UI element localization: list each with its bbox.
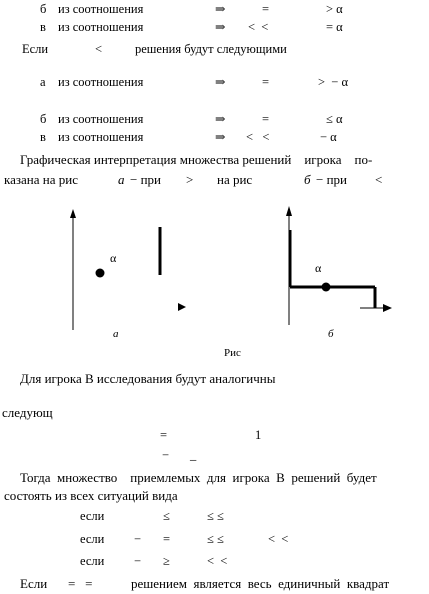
case-word: если	[80, 509, 105, 523]
row-letter: б	[40, 2, 47, 16]
less-symbols: < <	[246, 130, 270, 144]
esli-word: Если	[22, 42, 49, 56]
line2-part: − при	[130, 172, 161, 187]
less-symbols: < <	[248, 20, 269, 34]
implies-symbol: ⇒	[215, 2, 226, 16]
last-equalities: = =	[68, 576, 93, 591]
line2-part: казана на рис	[4, 172, 78, 187]
line2-part: − при	[316, 172, 347, 187]
eq1-left: =	[160, 428, 168, 442]
case-dash: −	[134, 554, 142, 568]
case-rel2: < <	[207, 554, 228, 568]
case-rel1: ≥	[163, 554, 170, 568]
then-paragraph-line2: состоять из всех ситуаций вида	[4, 488, 178, 503]
last-esli-word: Если	[20, 576, 48, 591]
case-rel1: =	[163, 532, 171, 546]
implies-symbol: ⇒	[215, 20, 226, 34]
less-symbol: <	[95, 42, 103, 56]
case-word: если	[80, 554, 105, 568]
figure-a-x-arrow	[178, 303, 186, 311]
case-rel1: ≤	[163, 509, 170, 523]
figure-b-y-arrow	[286, 206, 292, 216]
eq1-right: 1	[255, 428, 262, 442]
implies-symbol: ⇒	[215, 112, 226, 126]
then-paragraph-line1: Тогда множество приемлемых для игрока В решений будет	[20, 470, 377, 485]
row-letter: а	[40, 75, 46, 89]
eq2-left: −	[162, 448, 170, 462]
case-word: если	[80, 532, 105, 546]
case-rel3: < <	[268, 532, 289, 546]
line2-part: на рис	[217, 172, 253, 187]
implies-symbol: ⇒	[215, 130, 226, 144]
figure-b-caption: б	[328, 328, 334, 340]
equals-symbol: =	[262, 112, 270, 126]
relation-alpha: = α	[326, 20, 343, 34]
figure-caption: Рис	[224, 347, 241, 359]
row-text: из соотношения	[58, 112, 144, 126]
figure-a-y-arrow	[70, 209, 76, 218]
figure-a-caption: а	[113, 328, 119, 340]
last-rest: решением является весь единичный квадрат	[131, 576, 390, 591]
row-text: из соотношения	[58, 75, 144, 89]
equals-symbol: =	[262, 75, 270, 89]
line2-italic-b: б	[304, 172, 311, 187]
implies-symbol: ⇒	[215, 75, 226, 89]
line2-less: <	[375, 172, 383, 187]
esli-rest: решения будут следующими	[135, 42, 287, 56]
figure-b-point	[322, 283, 331, 292]
relation-alpha: ≤ α	[326, 112, 343, 126]
row-letter: в	[40, 20, 46, 34]
row-text: из соотношения	[58, 130, 144, 144]
equals-symbol: =	[262, 2, 270, 16]
case-dash: −	[134, 532, 142, 546]
graph-paragraph-line1: Графическая интерпретация множества решений игрока по-	[20, 152, 373, 167]
figure-b-x-arrow	[383, 304, 392, 312]
eq2-right: _	[190, 448, 197, 462]
case-rel2: ≤ ≤	[207, 532, 224, 546]
case-rel2: ≤ ≤	[207, 509, 224, 523]
relation-alpha: − α	[320, 130, 337, 144]
row-letter: б	[40, 112, 47, 126]
figure-a-point	[96, 269, 105, 278]
row-letter: в	[40, 130, 46, 144]
sleduyush-word: следующ	[2, 405, 53, 420]
row-text: из соотношения	[58, 2, 144, 16]
figure-b-alpha: α	[315, 261, 322, 275]
player-b-paragraph: Для игрока В исследования будут аналогичны	[20, 371, 276, 386]
relation-alpha: > − α	[318, 75, 349, 89]
figure-b	[286, 206, 392, 325]
relation-alpha: > α	[326, 2, 343, 16]
line2-greater: >	[186, 172, 194, 187]
row-text: из соотношения	[58, 20, 144, 34]
figure-a	[70, 209, 186, 330]
line2-italic-a: а	[118, 172, 125, 187]
figure-a-alpha: α	[110, 251, 117, 265]
